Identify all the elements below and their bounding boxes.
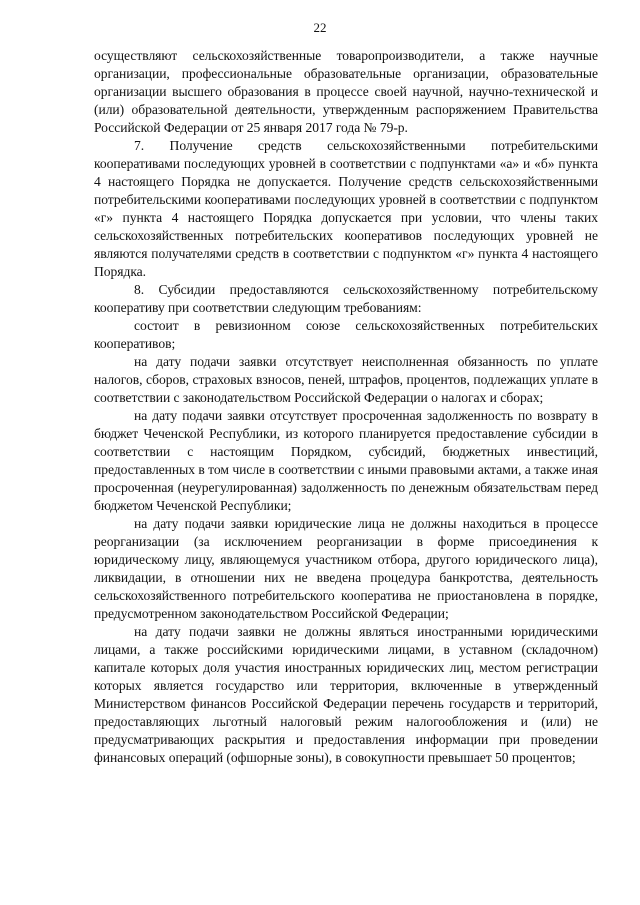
document-body [94, 47, 598, 767]
requirement-no-tax-debt: на дату подачи заявки отсутствует неисполненная обязанность по уплате налогов, сборов, страховых взносов, пеней, штрафов, процентов, подлежащих уплате в соответствии с законодательством Российской Федерации о налогах и сборах; [94, 354, 598, 405]
page-number: 22 [313, 20, 327, 35]
requirement-revision-union: состоит в ревизионном союзе сельскохозяйственных потребительских кооперативов; [94, 318, 598, 351]
requirement-no-budget-debt: на дату подачи заявки отсутствует просроченная задолженность по возврату в бюджет Чеченской Республики, из которого планируется предоставление субсидии в соответствии с настоящим Порядком, субсидий, бюджетных инвестиций, предоставленных в том числе в соответствии с иными правовыми актами, а также иная просроченная (неурегулированная) задолженность по денежным обязательствам перед бюджетом Чеченской Республики; [94, 408, 598, 513]
paragraph-item-8: 8. Субсидии предоставляются сельскохозяйственному потребительскому кооперативу при соответствии следующим требованиям: [94, 282, 598, 315]
paragraph-continuation: осуществляют сельскохозяйственные товаропроизводители, а также научные организации, профессиональные образовательные организации, образовательные организации высшего образования в процессе своей научной, научно-технической и (или) образовательной деятельности, утвержденным распоряжением Правительства Российской Федерации от 25 января 2017 года № 79-р. [94, 48, 598, 135]
requirement-not-foreign-entity: на дату подачи заявки не должны являться иностранными юридическими лицами, а также российскими юридическими лицами, в уставном (складочном) капитале которых доля участия иностранных юридических лиц, местом регистрации которых является государство или территория, включенные в утвержденный Министерством финансов Российской Федерации перечень государств и территорий, предоставляющих льготный налоговый режим налогообложения и (или) не предусматривающих раскрытия и предоставления информации при проведении финансовых операций (офшорные зоны), в совокупности превышает 50 процентов; [94, 624, 598, 765]
requirement-no-reorganization: на дату подачи заявки юридические лица не должны находиться в процессе реорганизации (за исключением реорганизации в форме присоединения к юридическому лицу, являющемуся участником отбора, другого юридического лица), ликвидации, в отношении них не введена процедура банкротства, деятельность сельскохозяйственного потребительского кооператива не приостановлена в порядке, предусмотренном законодательством Российской Федерации; [94, 516, 598, 621]
paragraph-item-7: 7. Получение средств сельскохозяйственными потребительскими кооперативами последующих уровней в соответствии с подпунктами «а» и «б» пункта 4 настоящего Порядка не допускается. Получение средств сельскохозяйственными потребительскими кооперативами последующих уровней в соответствии с подпунктом «г» пункта 4 настоящего Порядка допускается при условии, что члены таких сельскохозяйственных потребительских кооперативов последующих уровней не являются получателями средств в соответствии с подпунктом «г» пункта 4 настоящего Порядка. [94, 138, 598, 279]
